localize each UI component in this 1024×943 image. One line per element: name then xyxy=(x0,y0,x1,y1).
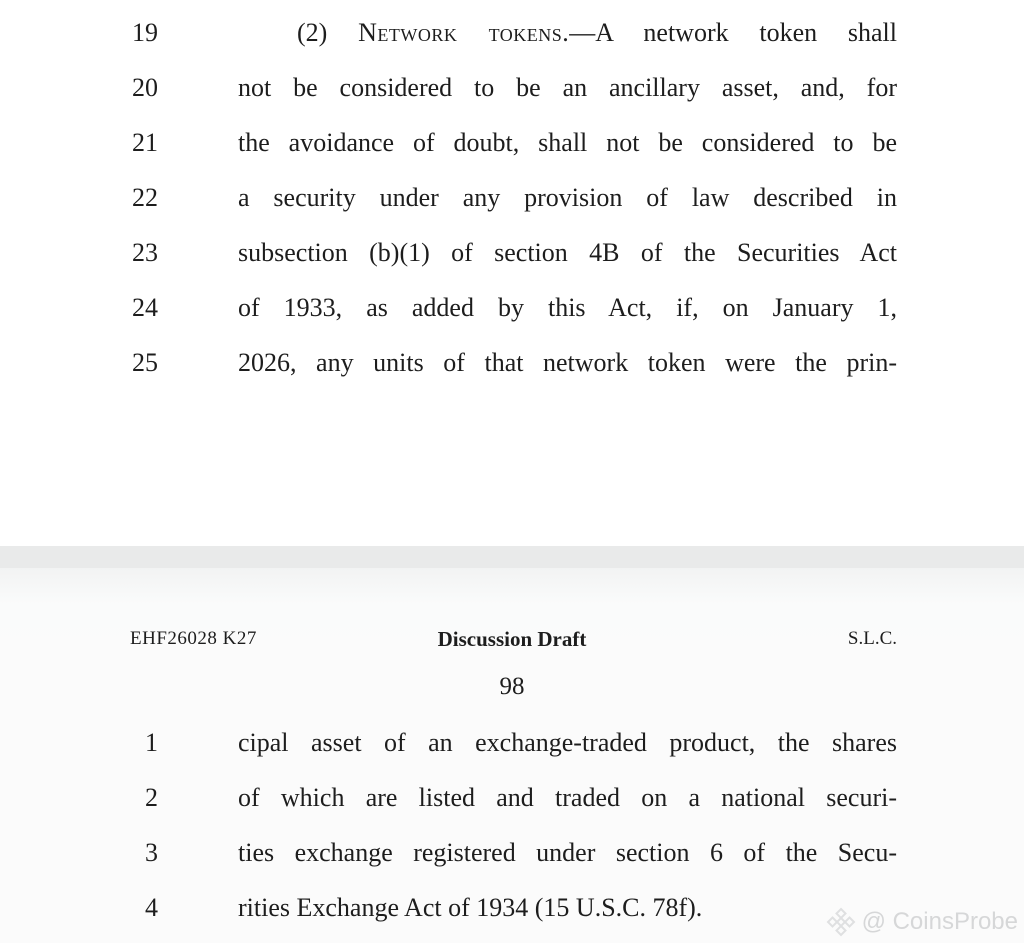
text-segment: —A network token shall xyxy=(569,18,897,47)
document-line xyxy=(0,67,1024,109)
document-line xyxy=(0,722,1024,764)
line-number: 2 xyxy=(145,783,158,812)
draft-office-code: S.L.C. xyxy=(847,628,897,649)
line-text xyxy=(238,342,897,384)
document-line xyxy=(0,342,1024,384)
document-line xyxy=(0,12,1024,54)
line-text xyxy=(238,287,897,329)
watermark-label: @ CoinsProbe xyxy=(861,908,1018,935)
text-segment: of 1933, as added by this Act, if, on January 1, xyxy=(238,293,897,322)
text-segment: not be considered to be an ancillary asset, and, for xyxy=(238,73,897,102)
line-number: 25 xyxy=(132,348,158,377)
line-number: 24 xyxy=(132,293,158,322)
document-line xyxy=(0,122,1024,164)
document-line xyxy=(0,777,1024,819)
coinsprobe-diamond-icon xyxy=(826,907,856,937)
document-line xyxy=(0,232,1024,274)
line-text xyxy=(238,887,897,929)
text-segment: 2026, any units of that network token were the prin- xyxy=(238,348,897,377)
line-number: 4 xyxy=(145,893,158,922)
line-text xyxy=(238,67,897,109)
line-number: 3 xyxy=(145,838,158,867)
line-text xyxy=(238,177,897,219)
document-line xyxy=(0,177,1024,219)
watermark xyxy=(826,907,1018,937)
page-header xyxy=(0,626,1024,652)
text-segment: of which are listed and traded on a national securi- xyxy=(238,783,897,812)
text-segment: cipal asset of an exchange-traded product, the shares xyxy=(238,728,897,757)
text-segment: (2) xyxy=(297,18,359,47)
line-text xyxy=(238,12,897,54)
line-number: 20 xyxy=(132,73,158,102)
line-number: 19 xyxy=(132,18,158,47)
draft-title: Discussion Draft xyxy=(437,627,587,651)
text-segment: ties exchange registered under section 6 of the Secu- xyxy=(238,838,897,867)
document-line xyxy=(0,287,1024,329)
line-text xyxy=(238,832,897,874)
page-98 xyxy=(0,568,1024,943)
text-segment: rities Exchange Act of 1934 (15 U.S.C. 78f). xyxy=(238,893,703,922)
line-number: 21 xyxy=(132,128,158,157)
line-number: 23 xyxy=(132,238,158,267)
page-97-lines xyxy=(0,12,1024,384)
line-text xyxy=(238,122,897,164)
text-segment: the avoidance of doubt, shall not be considered to be xyxy=(238,128,897,157)
line-text xyxy=(238,232,897,274)
line-number: 1 xyxy=(145,728,158,757)
line-text xyxy=(238,722,897,764)
small-caps-text: Network tokens. xyxy=(358,18,570,47)
line-text xyxy=(238,777,897,819)
text-segment: subsection (b)(1) of section 4B of the Securities Act xyxy=(238,238,897,267)
page-number: 98 xyxy=(499,673,525,700)
draft-code: EHF26028 K27 xyxy=(130,628,257,649)
document-line xyxy=(0,832,1024,874)
line-number: 22 xyxy=(132,183,158,212)
text-segment: a security under any provision of law described in xyxy=(238,183,897,212)
page-break-band xyxy=(0,546,1024,568)
